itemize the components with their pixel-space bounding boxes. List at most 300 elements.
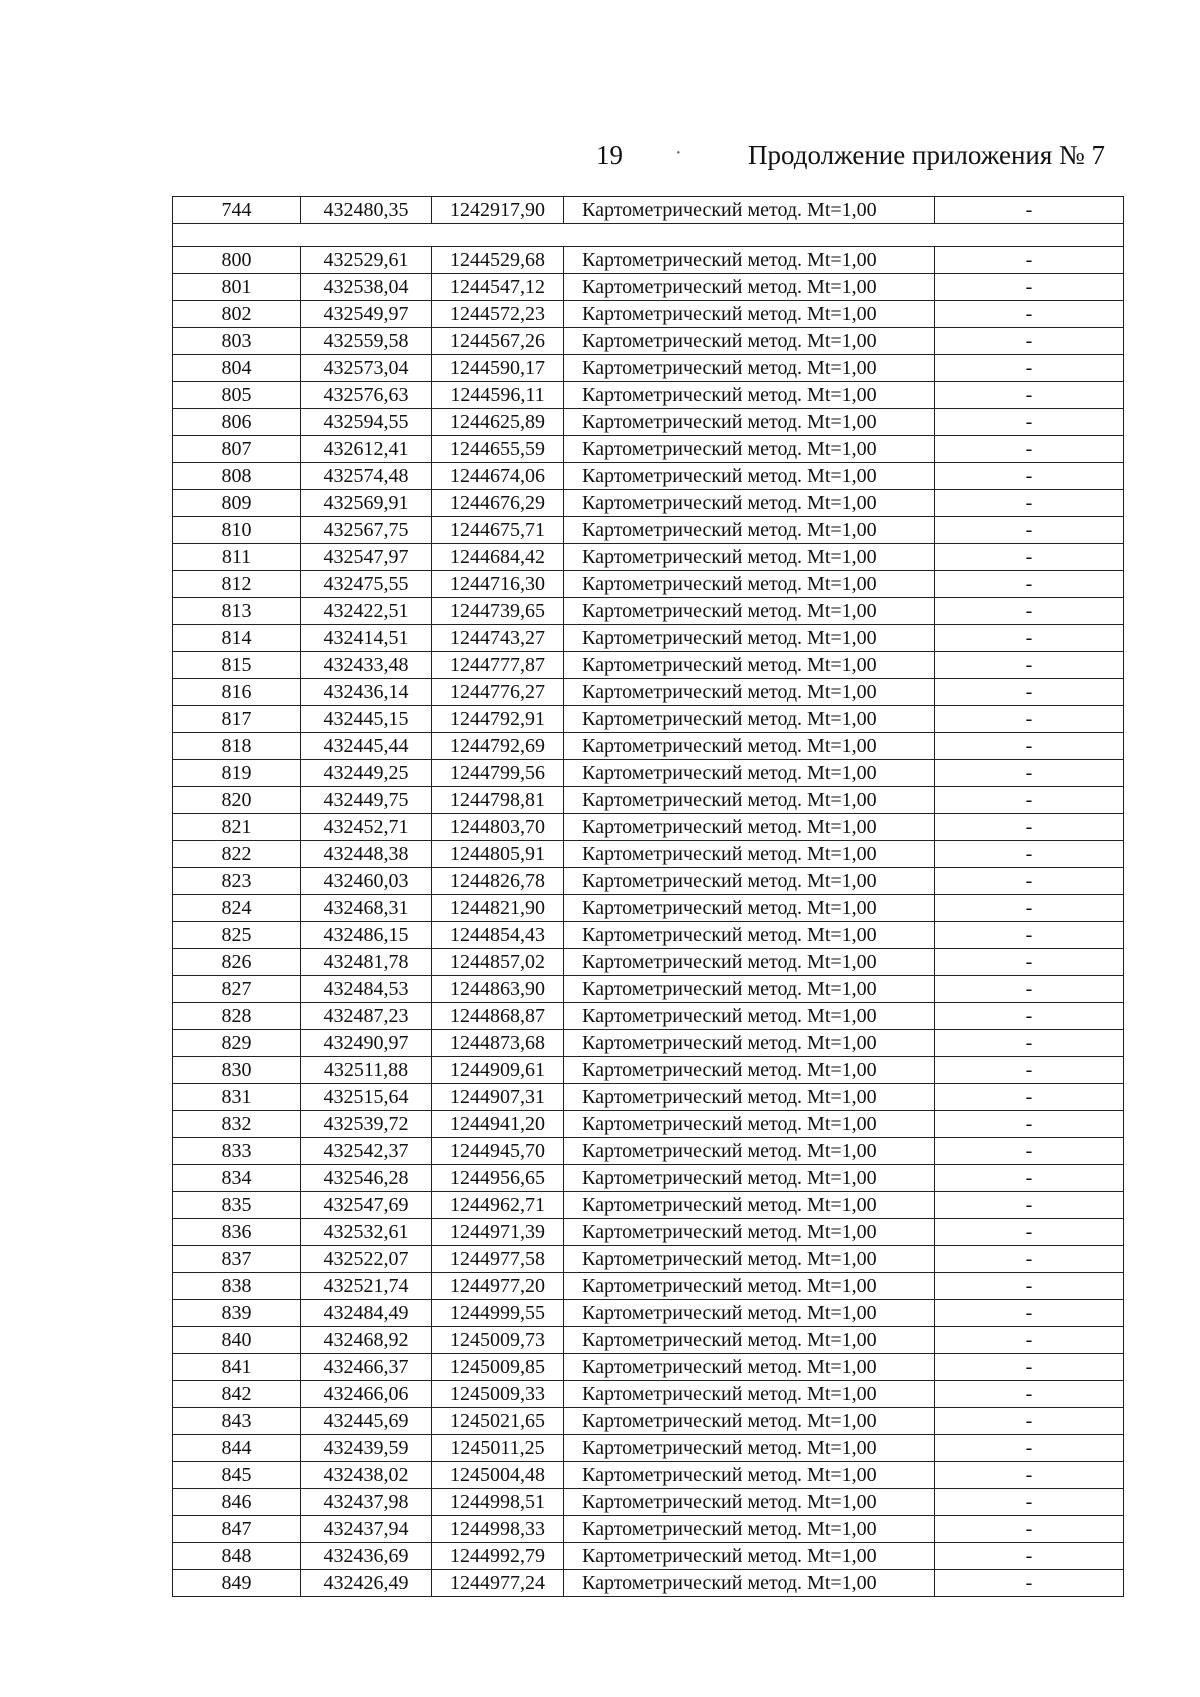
cell-method: Картометрический метод. Mt=1,00 bbox=[564, 1489, 935, 1516]
table-row bbox=[173, 1084, 1124, 1111]
cell-method: Картометрический метод. Mt=1,00 bbox=[564, 868, 935, 895]
cell-x-coordinate: 432547,97 bbox=[301, 544, 432, 571]
cell-note: - bbox=[935, 1273, 1124, 1300]
cell-point-number: 802 bbox=[173, 301, 301, 328]
cell-y-coordinate: 1244863,90 bbox=[432, 976, 564, 1003]
cell-method: Картометрический метод. Mt=1,00 bbox=[564, 1165, 935, 1192]
table-row bbox=[173, 1246, 1124, 1273]
cell-point-number: 824 bbox=[173, 895, 301, 922]
cell-x-coordinate: 432511,88 bbox=[301, 1057, 432, 1084]
cell-y-coordinate: 1245021,65 bbox=[432, 1408, 564, 1435]
cell-method: Картометрический метод. Mt=1,00 bbox=[564, 1435, 935, 1462]
cell-y-coordinate: 1244873,68 bbox=[432, 1030, 564, 1057]
cell-method: Картометрический метод. Mt=1,00 bbox=[564, 1003, 935, 1030]
cell-x-coordinate: 432426,49 bbox=[301, 1570, 432, 1597]
cell-y-coordinate: 1244909,61 bbox=[432, 1057, 564, 1084]
cell-note: - bbox=[935, 814, 1124, 841]
cell-y-coordinate: 1244798,81 bbox=[432, 787, 564, 814]
cell-method: Картометрический метод. Mt=1,00 bbox=[564, 787, 935, 814]
cell-y-coordinate: 1244805,91 bbox=[432, 841, 564, 868]
table-row bbox=[173, 625, 1124, 652]
cell-y-coordinate: 1244857,02 bbox=[432, 949, 564, 976]
cell-note: - bbox=[935, 1462, 1124, 1489]
cell-note: - bbox=[935, 247, 1124, 274]
cell-point-number: 809 bbox=[173, 490, 301, 517]
table-row bbox=[173, 1516, 1124, 1543]
table-row bbox=[173, 733, 1124, 760]
cell-x-coordinate: 432466,37 bbox=[301, 1354, 432, 1381]
cell-note: - bbox=[935, 382, 1124, 409]
table-row bbox=[173, 679, 1124, 706]
cell-x-coordinate: 432549,97 bbox=[301, 301, 432, 328]
cell-x-coordinate: 432436,69 bbox=[301, 1543, 432, 1570]
cell-x-coordinate: 432422,51 bbox=[301, 598, 432, 625]
table-row bbox=[173, 1138, 1124, 1165]
table-row bbox=[173, 355, 1124, 382]
cell-point-number: 814 bbox=[173, 625, 301, 652]
table-row bbox=[173, 949, 1124, 976]
table-row bbox=[173, 544, 1124, 571]
table-row bbox=[173, 517, 1124, 544]
table-row bbox=[173, 571, 1124, 598]
cell-y-coordinate: 1244776,27 bbox=[432, 679, 564, 706]
cell-note: - bbox=[935, 1057, 1124, 1084]
cell-note: - bbox=[935, 679, 1124, 706]
cell-point-number: 831 bbox=[173, 1084, 301, 1111]
cell-x-coordinate: 432532,61 bbox=[301, 1219, 432, 1246]
table-row bbox=[173, 247, 1124, 274]
cell-method: Картометрический метод. Mt=1,00 bbox=[564, 1246, 935, 1273]
cell-point-number: 827 bbox=[173, 976, 301, 1003]
cell-point-number: 811 bbox=[173, 544, 301, 571]
cell-y-coordinate: 1245009,85 bbox=[432, 1354, 564, 1381]
cell-note: - bbox=[935, 1516, 1124, 1543]
cell-y-coordinate: 1244941,20 bbox=[432, 1111, 564, 1138]
cell-x-coordinate: 432486,15 bbox=[301, 922, 432, 949]
cell-point-number: 816 bbox=[173, 679, 301, 706]
cell-x-coordinate: 432484,53 bbox=[301, 976, 432, 1003]
cell-note: - bbox=[935, 436, 1124, 463]
cell-x-coordinate: 432546,28 bbox=[301, 1165, 432, 1192]
cell-note: - bbox=[935, 922, 1124, 949]
cell-y-coordinate: 1244977,58 bbox=[432, 1246, 564, 1273]
cell-x-coordinate: 432487,23 bbox=[301, 1003, 432, 1030]
cell-method: Картометрический метод. Mt=1,00 bbox=[564, 328, 935, 355]
cell-x-coordinate: 432539,72 bbox=[301, 1111, 432, 1138]
cell-x-coordinate: 432567,75 bbox=[301, 517, 432, 544]
cell-x-coordinate: 432438,02 bbox=[301, 1462, 432, 1489]
cell-point-number: 828 bbox=[173, 1003, 301, 1030]
cell-note: - bbox=[935, 949, 1124, 976]
cell-method: Картометрический метод. Mt=1,00 bbox=[564, 1300, 935, 1327]
cell-method: Картометрический метод. Mt=1,00 bbox=[564, 976, 935, 1003]
cell-y-coordinate: 1244596,11 bbox=[432, 382, 564, 409]
table-row bbox=[173, 1327, 1124, 1354]
cell-method: Картометрический метод. Mt=1,00 bbox=[564, 517, 935, 544]
cell-y-coordinate: 1244547,12 bbox=[432, 274, 564, 301]
cell-method: Картометрический метод. Mt=1,00 bbox=[564, 1138, 935, 1165]
cell-method: Картометрический метод. Mt=1,00 bbox=[564, 409, 935, 436]
cell-note: - bbox=[935, 1408, 1124, 1435]
table-row bbox=[173, 490, 1124, 517]
cell-method: Картометрический метод. Mt=1,00 bbox=[564, 895, 935, 922]
appendix-title: Продолжение приложения № 7 bbox=[748, 140, 1106, 170]
cell-note: - bbox=[935, 1111, 1124, 1138]
cell-y-coordinate: 1244572,23 bbox=[432, 301, 564, 328]
cell-point-number: 744 bbox=[173, 197, 301, 224]
table-row bbox=[173, 814, 1124, 841]
page-number: 19 bbox=[596, 140, 623, 170]
cell-method: Картометрический метод. Mt=1,00 bbox=[564, 571, 935, 598]
cell-y-coordinate: 1244907,31 bbox=[432, 1084, 564, 1111]
cell-point-number: 819 bbox=[173, 760, 301, 787]
cell-method: Картометрический метод. Mt=1,00 bbox=[564, 1462, 935, 1489]
cell-x-coordinate: 432437,98 bbox=[301, 1489, 432, 1516]
cell-note: - bbox=[935, 868, 1124, 895]
cell-note: - bbox=[935, 1030, 1124, 1057]
cell-method: Картометрический метод. Mt=1,00 bbox=[564, 1030, 935, 1057]
cell-note: - bbox=[935, 1381, 1124, 1408]
cell-point-number: 845 bbox=[173, 1462, 301, 1489]
table-row bbox=[173, 841, 1124, 868]
cell-y-coordinate: 1244977,20 bbox=[432, 1273, 564, 1300]
cell-method: Картометрический метод. Mt=1,00 bbox=[564, 760, 935, 787]
cell-note: - bbox=[935, 1570, 1124, 1597]
cell-x-coordinate: 432439,59 bbox=[301, 1435, 432, 1462]
cell-note: - bbox=[935, 1138, 1124, 1165]
table-row bbox=[173, 895, 1124, 922]
table-row bbox=[173, 1462, 1124, 1489]
cell-point-number: 801 bbox=[173, 274, 301, 301]
cell-point-number: 806 bbox=[173, 409, 301, 436]
cell-y-coordinate: 1244854,43 bbox=[432, 922, 564, 949]
cell-method: Картометрический метод. Mt=1,00 bbox=[564, 841, 935, 868]
cell-method: Картометрический метод. Mt=1,00 bbox=[564, 197, 935, 224]
cell-method: Картометрический метод. Mt=1,00 bbox=[564, 436, 935, 463]
cell-point-number: 812 bbox=[173, 571, 301, 598]
cell-y-coordinate: 1244716,30 bbox=[432, 571, 564, 598]
cell-note: - bbox=[935, 976, 1124, 1003]
cell-note: - bbox=[935, 598, 1124, 625]
page-header bbox=[0, 140, 1200, 180]
cell-method: Картометрический метод. Mt=1,00 bbox=[564, 301, 935, 328]
cell-x-coordinate: 432445,44 bbox=[301, 733, 432, 760]
cell-x-coordinate: 432542,37 bbox=[301, 1138, 432, 1165]
cell-method: Картометрический метод. Mt=1,00 bbox=[564, 706, 935, 733]
cell-note: - bbox=[935, 625, 1124, 652]
cell-x-coordinate: 432433,48 bbox=[301, 652, 432, 679]
cell-y-coordinate: 1245009,73 bbox=[432, 1327, 564, 1354]
cell-note: - bbox=[935, 652, 1124, 679]
cell-y-coordinate: 1244971,39 bbox=[432, 1219, 564, 1246]
cell-point-number: 808 bbox=[173, 463, 301, 490]
cell-y-coordinate: 1244977,24 bbox=[432, 1570, 564, 1597]
cell-y-coordinate: 1244868,87 bbox=[432, 1003, 564, 1030]
cell-y-coordinate: 1244739,65 bbox=[432, 598, 564, 625]
cell-y-coordinate: 1244803,70 bbox=[432, 814, 564, 841]
cell-note: - bbox=[935, 1165, 1124, 1192]
cell-point-number: 804 bbox=[173, 355, 301, 382]
cell-point-number: 826 bbox=[173, 949, 301, 976]
cell-y-coordinate: 1244999,55 bbox=[432, 1300, 564, 1327]
table-row bbox=[173, 1192, 1124, 1219]
cell-note: - bbox=[935, 1435, 1124, 1462]
table-row bbox=[173, 787, 1124, 814]
cell-note: - bbox=[935, 463, 1124, 490]
cell-point-number: 829 bbox=[173, 1030, 301, 1057]
cell-y-coordinate: 1245011,25 bbox=[432, 1435, 564, 1462]
table-row bbox=[173, 409, 1124, 436]
cell-x-coordinate: 432574,48 bbox=[301, 463, 432, 490]
cell-y-coordinate: 1244826,78 bbox=[432, 868, 564, 895]
cell-x-coordinate: 432515,64 bbox=[301, 1084, 432, 1111]
cell-x-coordinate: 432449,25 bbox=[301, 760, 432, 787]
table-row bbox=[173, 1111, 1124, 1138]
cell-method: Картометрический метод. Mt=1,00 bbox=[564, 490, 935, 517]
cell-point-number: 842 bbox=[173, 1381, 301, 1408]
cell-method: Картометрический метод. Mt=1,00 bbox=[564, 274, 935, 301]
cell-x-coordinate: 432448,38 bbox=[301, 841, 432, 868]
cell-method: Картометрический метод. Mt=1,00 bbox=[564, 247, 935, 274]
cell-method: Картометрический метод. Mt=1,00 bbox=[564, 1354, 935, 1381]
cell-method: Картометрический метод. Mt=1,00 bbox=[564, 382, 935, 409]
cell-note: - bbox=[935, 1543, 1124, 1570]
cell-point-number: 835 bbox=[173, 1192, 301, 1219]
cell-method: Картометрический метод. Mt=1,00 bbox=[564, 652, 935, 679]
cell-y-coordinate: 1244821,90 bbox=[432, 895, 564, 922]
cell-x-coordinate: 432559,58 bbox=[301, 328, 432, 355]
table-row bbox=[173, 868, 1124, 895]
cell-note: - bbox=[935, 787, 1124, 814]
cell-x-coordinate: 432576,63 bbox=[301, 382, 432, 409]
cell-x-coordinate: 432468,31 bbox=[301, 895, 432, 922]
cell-point-number: 840 bbox=[173, 1327, 301, 1354]
cell-y-coordinate: 1244529,68 bbox=[432, 247, 564, 274]
cell-x-coordinate: 432436,14 bbox=[301, 679, 432, 706]
cell-x-coordinate: 432414,51 bbox=[301, 625, 432, 652]
cell-point-number: 817 bbox=[173, 706, 301, 733]
cell-x-coordinate: 432468,92 bbox=[301, 1327, 432, 1354]
cell-method: Картометрический метод. Mt=1,00 bbox=[564, 1381, 935, 1408]
cell-y-coordinate: 1244992,79 bbox=[432, 1543, 564, 1570]
cell-method: Картометрический метод. Mt=1,00 bbox=[564, 1543, 935, 1570]
cell-note: - bbox=[935, 1354, 1124, 1381]
cell-method: Картометрический метод. Mt=1,00 bbox=[564, 598, 935, 625]
cell-y-coordinate: 1244743,27 bbox=[432, 625, 564, 652]
cell-point-number: 841 bbox=[173, 1354, 301, 1381]
table-row bbox=[173, 922, 1124, 949]
cell-note: - bbox=[935, 274, 1124, 301]
cell-x-coordinate: 432480,35 bbox=[301, 197, 432, 224]
cell-x-coordinate: 432481,78 bbox=[301, 949, 432, 976]
table-row bbox=[173, 1435, 1124, 1462]
cell-x-coordinate: 432521,74 bbox=[301, 1273, 432, 1300]
cell-note: - bbox=[935, 760, 1124, 787]
cell-y-coordinate: 1244956,65 bbox=[432, 1165, 564, 1192]
cell-note: - bbox=[935, 1003, 1124, 1030]
cell-note: - bbox=[935, 301, 1124, 328]
cell-y-coordinate: 1244675,71 bbox=[432, 517, 564, 544]
table-row bbox=[173, 760, 1124, 787]
cell-point-number: 847 bbox=[173, 1516, 301, 1543]
cell-point-number: 803 bbox=[173, 328, 301, 355]
cell-point-number: 834 bbox=[173, 1165, 301, 1192]
cell-point-number: 832 bbox=[173, 1111, 301, 1138]
cell-method: Картометрический метод. Mt=1,00 bbox=[564, 1273, 935, 1300]
cell-note: - bbox=[935, 1327, 1124, 1354]
cell-y-coordinate: 1244962,71 bbox=[432, 1192, 564, 1219]
cell-point-number: 821 bbox=[173, 814, 301, 841]
table-row bbox=[173, 197, 1124, 224]
cell-point-number: 838 bbox=[173, 1273, 301, 1300]
cell-x-coordinate: 432538,04 bbox=[301, 274, 432, 301]
cell-x-coordinate: 432475,55 bbox=[301, 571, 432, 598]
table-gap-row bbox=[173, 224, 1124, 247]
cell-method: Картометрический метод. Mt=1,00 bbox=[564, 1327, 935, 1354]
cell-x-coordinate: 432445,15 bbox=[301, 706, 432, 733]
table-row bbox=[173, 1489, 1124, 1516]
cell-y-coordinate: 1244777,87 bbox=[432, 652, 564, 679]
cell-x-coordinate: 432522,07 bbox=[301, 1246, 432, 1273]
cell-point-number: 807 bbox=[173, 436, 301, 463]
table-row bbox=[173, 1354, 1124, 1381]
cell-point-number: 837 bbox=[173, 1246, 301, 1273]
coordinates-table bbox=[172, 196, 1124, 1597]
cell-note: - bbox=[935, 328, 1124, 355]
cell-point-number: 844 bbox=[173, 1435, 301, 1462]
cell-y-coordinate: 1244590,17 bbox=[432, 355, 564, 382]
cell-method: Картометрический метод. Mt=1,00 bbox=[564, 355, 935, 382]
cell-method: Картометрический метод. Mt=1,00 bbox=[564, 1192, 935, 1219]
cell-note: - bbox=[935, 895, 1124, 922]
cell-point-number: 848 bbox=[173, 1543, 301, 1570]
table-row bbox=[173, 598, 1124, 625]
table-row bbox=[173, 1057, 1124, 1084]
cell-y-coordinate: 1244676,29 bbox=[432, 490, 564, 517]
cell-x-coordinate: 432547,69 bbox=[301, 1192, 432, 1219]
cell-y-coordinate: 1244998,33 bbox=[432, 1516, 564, 1543]
table-row bbox=[173, 1381, 1124, 1408]
cell-y-coordinate: 1244998,51 bbox=[432, 1489, 564, 1516]
cell-method: Картометрический метод. Mt=1,00 bbox=[564, 814, 935, 841]
cell-x-coordinate: 432529,61 bbox=[301, 247, 432, 274]
cell-y-coordinate: 1244945,70 bbox=[432, 1138, 564, 1165]
cell-method: Картометрический метод. Mt=1,00 bbox=[564, 1408, 935, 1435]
cell-point-number: 815 bbox=[173, 652, 301, 679]
cell-note: - bbox=[935, 517, 1124, 544]
cell-point-number: 820 bbox=[173, 787, 301, 814]
cell-method: Картометрический метод. Mt=1,00 bbox=[564, 463, 935, 490]
table-row bbox=[173, 1570, 1124, 1597]
cell-point-number: 830 bbox=[173, 1057, 301, 1084]
cell-y-coordinate: 1245009,33 bbox=[432, 1381, 564, 1408]
cell-point-number: 849 bbox=[173, 1570, 301, 1597]
cell-x-coordinate: 432612,41 bbox=[301, 436, 432, 463]
cell-y-coordinate: 1244625,89 bbox=[432, 409, 564, 436]
cell-note: - bbox=[935, 1300, 1124, 1327]
cell-x-coordinate: 432573,04 bbox=[301, 355, 432, 382]
table-row bbox=[173, 1543, 1124, 1570]
table-row bbox=[173, 1003, 1124, 1030]
cell-point-number: 836 bbox=[173, 1219, 301, 1246]
header-dot: · bbox=[675, 142, 682, 164]
cell-method: Картометрический метод. Mt=1,00 bbox=[564, 1057, 935, 1084]
cell-point-number: 822 bbox=[173, 841, 301, 868]
cell-method: Картометрический метод. Mt=1,00 bbox=[564, 949, 935, 976]
cell-y-coordinate: 1244655,59 bbox=[432, 436, 564, 463]
table-row bbox=[173, 1273, 1124, 1300]
cell-point-number: 833 bbox=[173, 1138, 301, 1165]
cell-note: - bbox=[935, 544, 1124, 571]
cell-x-coordinate: 432594,55 bbox=[301, 409, 432, 436]
cell-note: - bbox=[935, 490, 1124, 517]
cell-y-coordinate: 1244567,26 bbox=[432, 328, 564, 355]
cell-point-number: 800 bbox=[173, 247, 301, 274]
cell-x-coordinate: 432484,49 bbox=[301, 1300, 432, 1327]
cell-y-coordinate: 1244684,42 bbox=[432, 544, 564, 571]
cell-note: - bbox=[935, 706, 1124, 733]
cell-x-coordinate: 432460,03 bbox=[301, 868, 432, 895]
cell-y-coordinate: 1245004,48 bbox=[432, 1462, 564, 1489]
cell-method: Картометрический метод. Mt=1,00 bbox=[564, 544, 935, 571]
cell-point-number: 818 bbox=[173, 733, 301, 760]
cell-note: - bbox=[935, 571, 1124, 598]
coordinates-table-container bbox=[172, 196, 1123, 1597]
cell-point-number: 823 bbox=[173, 868, 301, 895]
cell-x-coordinate: 432452,71 bbox=[301, 814, 432, 841]
cell-x-coordinate: 432437,94 bbox=[301, 1516, 432, 1543]
cell-x-coordinate: 432466,06 bbox=[301, 1381, 432, 1408]
table-row bbox=[173, 328, 1124, 355]
cell-point-number: 843 bbox=[173, 1408, 301, 1435]
cell-note: - bbox=[935, 1192, 1124, 1219]
cell-point-number: 839 bbox=[173, 1300, 301, 1327]
cell-method: Картометрический метод. Mt=1,00 bbox=[564, 679, 935, 706]
cell-method: Картометрический метод. Mt=1,00 bbox=[564, 1516, 935, 1543]
table-row bbox=[173, 463, 1124, 490]
cell-method: Картометрический метод. Mt=1,00 bbox=[564, 733, 935, 760]
cell-y-coordinate: 1244799,56 bbox=[432, 760, 564, 787]
cell-y-coordinate: 1242917,90 bbox=[432, 197, 564, 224]
cell-point-number: 846 bbox=[173, 1489, 301, 1516]
cell-note: - bbox=[935, 355, 1124, 382]
cell-point-number: 813 bbox=[173, 598, 301, 625]
cell-note: - bbox=[935, 409, 1124, 436]
cell-point-number: 825 bbox=[173, 922, 301, 949]
cell-y-coordinate: 1244792,69 bbox=[432, 733, 564, 760]
table-row bbox=[173, 1165, 1124, 1192]
cell-note: - bbox=[935, 1246, 1124, 1273]
cell-x-coordinate: 432569,91 bbox=[301, 490, 432, 517]
cell-point-number: 810 bbox=[173, 517, 301, 544]
cell-x-coordinate: 432490,97 bbox=[301, 1030, 432, 1057]
table-row bbox=[173, 976, 1124, 1003]
table-row bbox=[173, 382, 1124, 409]
cell-method: Картометрический метод. Mt=1,00 bbox=[564, 1111, 935, 1138]
table-row bbox=[173, 436, 1124, 463]
table-row bbox=[173, 706, 1124, 733]
cell-method: Картометрический метод. Mt=1,00 bbox=[564, 922, 935, 949]
cell-note: - bbox=[935, 1489, 1124, 1516]
cell-note: - bbox=[935, 733, 1124, 760]
table-row bbox=[173, 274, 1124, 301]
cell-method: Картометрический метод. Mt=1,00 bbox=[564, 625, 935, 652]
table-row bbox=[173, 301, 1124, 328]
cell-y-coordinate: 1244674,06 bbox=[432, 463, 564, 490]
cell-x-coordinate: 432445,69 bbox=[301, 1408, 432, 1435]
cell-note: - bbox=[935, 197, 1124, 224]
cell-note: - bbox=[935, 841, 1124, 868]
